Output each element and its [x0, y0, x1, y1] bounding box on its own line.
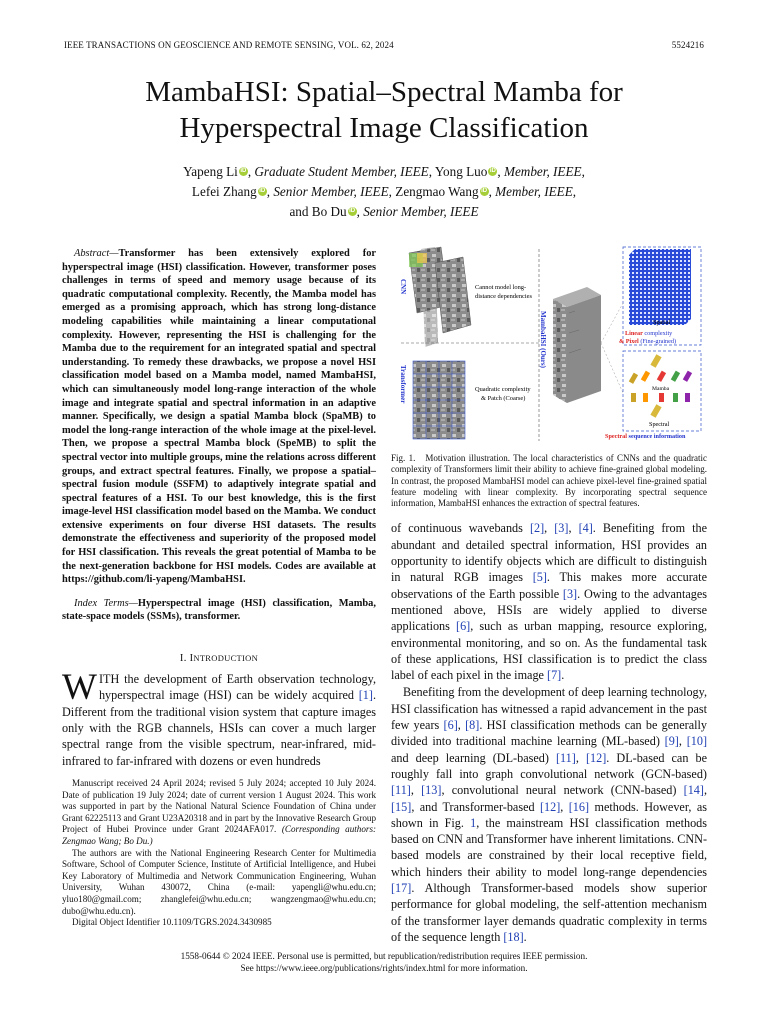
- author-role: Senior Member, IEEE: [363, 204, 479, 219]
- author-role: Senior Member, IEEE: [273, 184, 389, 199]
- citation-link[interactable]: [6]: [456, 619, 471, 634]
- citation-link[interactable]: [2]: [529, 521, 545, 536]
- intro-text: . Different from the traditional vision system that capture images only with the RGB channels, HSIs can cover a much larger spectral range from the visible spectrum, near-infrared, mid-infrared to far-infrared with dozens or even hundreds: [62, 688, 376, 768]
- citation-link[interactable]: [12]: [585, 750, 607, 765]
- spatial-grid: [629, 249, 691, 325]
- spectral-label: Spectral: [649, 421, 670, 428]
- dropcap: W: [62, 667, 97, 709]
- author-name: Yong Luo: [434, 164, 488, 179]
- left-column: [62, 247, 376, 769]
- section-title-first: I: [189, 653, 194, 665]
- pixel-rest: (Fine-grained): [638, 338, 677, 345]
- citation-link[interactable]: [11]: [555, 750, 576, 765]
- pixel-word: & Pixel: [619, 338, 639, 345]
- intro-paragraph: [62, 667, 376, 769]
- author-conjunction: and: [289, 204, 309, 219]
- index-terms-text: Hyperspectral image (HSI) classification, Mamba, state-space models (SSMs), transformer.: [62, 597, 376, 623]
- transformer-patch-image: [413, 361, 465, 439]
- cnn-aerial-image: [409, 247, 471, 347]
- citation-link[interactable]: [4]: [578, 521, 593, 536]
- footnote-corresponding: (Corresponding authors: Zengmao Wang; Bo Du.): [62, 824, 377, 846]
- section-title-rest: NTRODUCTION: [193, 653, 259, 664]
- abstract: [62, 247, 376, 587]
- author-name: Zengmao Wang: [395, 184, 479, 199]
- citation-link[interactable]: [12]: [539, 799, 561, 814]
- caption-text: Motivation illustration. The local characteristics of CNNs and the quadratic complexity of Transformers limit their ability to achieve fine-grained global modeling. In contrast, the proposed MambaHSI model can achieve pixel-level fine-grained spatial feature modeling with linear complexity. By incorporating spectral sequence information, MambaHSI enhances the extraction of spectral features.: [391, 453, 707, 509]
- figure-1: [391, 243, 707, 448]
- footnote-received: [62, 778, 376, 848]
- section-heading: [62, 653, 376, 664]
- abstract-text: Transformer has been extensively explored for hyperspectral image (HSI) classification. However, transformer poses challenges in terms of speed and memory usage because of its quadratic computational complexity. Recently, the Mamba model has emerged as a promising approach, which has strong long-distance modeling capabilities while maintaining a linear computational complexity. However, representing the HSI is challenging for the Mamba due to the requirement for an integrated spatial and spectral understanding. To remedy these drawbacks, we propose a novel HSI classification model based on a Mamba model, named MambaHSI, which can simultaneously model long-range interaction of the whole image and integrate spatial and spectral information in an adaptive manner. Specifically, we design a spatial Mamba block (SpaMB) to model the long-range interaction of the whole image at the pixel-level. Then, we propose a spectral Mamba block (SpeMB) to split the spectral vector into multiple groups, mine the relations across different groups, and extract spectral features. Finally, we propose a spatial–spectral fusion module (SSFM) to adaptively integrate spatial and spectral features of a HSI. To our best knowledge, this is the first image-level HSI classification model based on the Mamba. We conduct extensive experiments on four diverse HSI datasets. The results demonstrate the effectiveness and superiority of the proposed model for HSI classification. This reveals the great potential of Mamba to be the next-generation backbone for HSI models. Codes are available at https://github.com/li-yapeng/MambaHSI.: [62, 248, 376, 586]
- spectral-word: Spectral: [605, 433, 627, 440]
- article-number: 5524216: [671, 40, 704, 50]
- citation-link[interactable]: [3]: [554, 521, 569, 536]
- author-name: Lefei Zhang: [191, 184, 257, 199]
- cnn-note-line1: Cannot model long-: [475, 284, 527, 291]
- cnn-note-line2: distance dependencies: [475, 293, 532, 300]
- mambahsi-label: MambaHSI (Ours): [539, 311, 547, 368]
- author-name: Yapeng Li: [183, 164, 238, 179]
- title-line-1: MambaHSI: Spatial–Spectral Mamba for: [145, 76, 623, 108]
- section-numeral: I.: [179, 653, 190, 665]
- author-name: Bo Du: [311, 204, 347, 219]
- citation-link[interactable]: [7]: [547, 668, 562, 683]
- linear-rest: complexity: [642, 330, 673, 337]
- cnn-label: CNN: [399, 279, 407, 295]
- citation-link[interactable]: [11]: [391, 783, 411, 798]
- right-column: [391, 243, 707, 945]
- citation-link[interactable]: [9]: [664, 734, 679, 749]
- rights-line: See https://www.ieee.org/publications/rights/index.html for more information.: [240, 962, 528, 973]
- author-role: Member, IEEE: [495, 184, 573, 199]
- footnote-text: Manuscript received 24 April 2024; revised 5 July 2024; accepted 10 July 2024. Date of publication 19 July 2024; date of current version 1 August 2024. This work was supported in part by the National Natural Science Foundation of China under Grant 62225113 and Grant U23A20318 and in part by the Innovative Research Group Project of Hubei Province under Grant 2024AFA017.: [62, 778, 376, 835]
- running-header: [64, 40, 704, 50]
- citation-link[interactable]: [6]: [443, 718, 458, 733]
- body-paragraph: Benefiting from the development of deep learning technology, HSI classification has witnessed a rapid advancement in the past few years [6], [8]. HSI classification methods can be generally divided into traditional machine learning (ML-based) [9], [10] and deep learning (DL-based) [11], [12]. DL-based can be roughly fall into graph convolutional network (GCN-based) [11], [13], convolutional neural network (CNN-based) [14], [15], and Transformer-based [12], [16] methods. However, as shown in Fig. 1, the mainstream HSI classification methods based on CNN and Transformer have inherent limitations. CNN-based models are constrained by their local receptive field, which hinders their ability to model long-range dependencies [17]. Although Transformer-based models show superior performance for global modeling, the self-attention mechanism of the transformer layer demands quadratic complexity in terms of the sequence length [18].: [391, 685, 708, 944]
- citation-link[interactable]: [5]: [532, 570, 547, 585]
- citation-link[interactable]: [17]: [391, 881, 412, 896]
- spatial-label: Spatial: [653, 319, 671, 326]
- motivation-illustration: [391, 243, 707, 448]
- orcid-icon[interactable]: iD: [240, 168, 247, 174]
- footnote-doi: Digital Object Identifier 10.1109/TGRS.2024.3430985: [72, 917, 272, 928]
- orcid-icon[interactable]: iD: [481, 188, 488, 194]
- index-terms-label: Index Terms—: [74, 597, 138, 609]
- citation-link[interactable]: [13]: [421, 783, 442, 798]
- transformer-label: Transformer: [399, 365, 407, 404]
- author-list: Yapeng Li iD , Graduate Student Member, IEEE, Yong Luo iD , Member, IEEE, Lefei Zhang iD , Senior Member, IEEE, Zengmao Wang iD , Member, IEEE, and Bo Du iD , Senior Member, IEEE: [183, 164, 585, 219]
- page-footer: [0, 951, 768, 974]
- mamba-label: Mamba: [652, 386, 670, 392]
- orcid-icon[interactable]: iD: [259, 188, 266, 194]
- title-line-2: Hyperspectral Image Classification: [179, 112, 589, 144]
- copyright-line: 1558-0644 © 2024 IEEE. Personal use is permitted, but republication/redistribution requires IEEE permission.: [180, 951, 588, 961]
- orcid-icon[interactable]: iD: [489, 168, 496, 174]
- orcid-icon[interactable]: iD: [349, 208, 356, 214]
- citation-link[interactable]: [1]: [358, 688, 373, 703]
- linear-word: Linear: [625, 330, 643, 337]
- caption-label: Fig. 1.: [391, 453, 416, 463]
- figure-link[interactable]: 1: [470, 815, 477, 830]
- citation-link[interactable]: [3]: [562, 586, 578, 601]
- paper-title: [60, 74, 708, 146]
- mambahsi-cube: [553, 287, 601, 403]
- transformer-note-line2: & Patch (Coarse): [481, 395, 526, 402]
- title-block: [60, 74, 708, 222]
- author-role: Member, IEEE: [503, 164, 582, 179]
- transformer-note-line1: Quadratic complexity: [475, 386, 531, 393]
- citation-link[interactable]: [14]: [683, 783, 704, 798]
- footnote-affiliation: The authors are with the National Engineering Research Center for Multimedia Software, School of Computer Science, Institute of Artificial Intelligence, and Hubei Key Laboratory of Multimedia and Network Communication Engineering, Wuhan University, Wuhan 430072, China (e-mail: yapengli@whu.edu.cn; yluo180@gmail.com; zhanglefei@whu.edu.cn; wangzengmao@whu.edu.cn; dubo@whu.edu.cn).: [62, 847, 376, 916]
- linear-complexity: [625, 330, 673, 337]
- footnotes: [62, 778, 376, 929]
- index-terms: [62, 597, 376, 624]
- pixel-fine-grained: [619, 338, 676, 345]
- citation-link[interactable]: [15]: [391, 799, 412, 814]
- abstract-label: Abstract—: [74, 248, 119, 259]
- citation-link[interactable]: [10]: [686, 734, 708, 749]
- mamba-vectors: [631, 393, 690, 402]
- spectral-sequence: [605, 433, 686, 440]
- citation-link[interactable]: [8]: [465, 718, 480, 733]
- figure-caption: [391, 453, 707, 509]
- citation-link[interactable]: [18]: [503, 929, 524, 944]
- intro-text: ITH the development of Earth observation technology, hyperspectral image (HSI) can be widely acquired: [98, 672, 376, 703]
- sequence-rest: sequence information: [627, 433, 686, 440]
- body-paragraph: of continuous wavebands [2], [3], [4]. Benefiting from the abundant and detailed spectral information, HSI provides an opportunity to identify objects which are difficult to distinguish in natural RGB images [5]. This makes more accurate observations of the Earth possible [3]. Owing to the advantages mentioned above, HSIs are widely applied to diverse applications [6], such as urban mapping, resource exploring, environmental monitoring, and so on. As the fundamental task of these applications, HSI classification is to predict the class label of each pixel in the image [7].: [391, 521, 707, 683]
- author-role: Graduate Student Member, IEEE: [254, 164, 429, 179]
- journal-name: IEEE TRANSACTIONS ON GEOSCIENCE AND REMOTE SENSING, VOL. 62, 2024: [64, 40, 394, 50]
- citation-link[interactable]: [16]: [568, 799, 590, 814]
